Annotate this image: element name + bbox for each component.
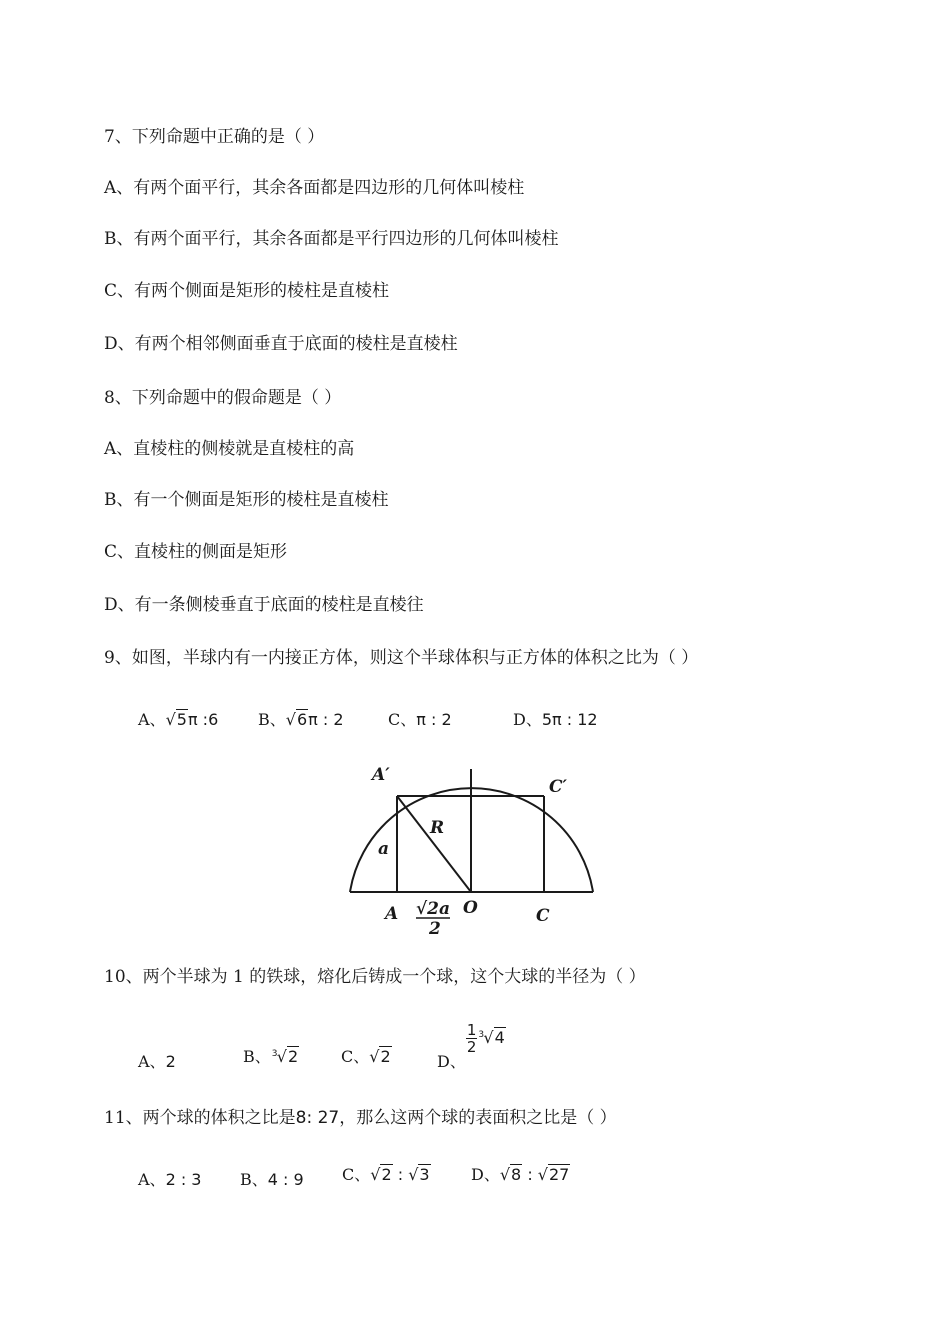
label-a-side: a [378, 839, 390, 859]
q9-option-b-radicand: 6 [296, 710, 308, 729]
label-a: A [385, 904, 399, 924]
q11-option-d-radicand-1: 8 [511, 1165, 522, 1184]
q10-option-b [243, 1047, 299, 1067]
label-o: O [463, 898, 478, 918]
q11-option-a-label: A、 [138, 1170, 166, 1189]
q11-option-d: D、√8 : √27 [471, 1165, 570, 1184]
q11-stem-pre: 11、两个球的体积之比是 [104, 1108, 296, 1128]
q7-stem: 7、下列命题中正确的是（ ） [104, 127, 325, 147]
q10-option-b-index: 3 [271, 1049, 278, 1059]
label-a-prime: A′ [372, 765, 390, 785]
q10-option-d-denominator: 2 [466, 1038, 477, 1056]
label-frac-denominator: 2 [429, 919, 441, 939]
label-c-prime: C′ [549, 777, 568, 797]
sqrt-symbol: √2 [369, 1047, 391, 1066]
q10-option-a-value: 2 [165, 1052, 176, 1071]
fraction [466, 1022, 478, 1055]
q8-option-a: A、直棱柱的侧棱就是直棱柱的高 [104, 439, 355, 459]
q10-stem: 10、两个半球为 1 的铁球，熔化后铸成一个球，这个大球的半径为（ ） [104, 967, 646, 987]
sqrt-symbol: √3 [408, 1165, 430, 1184]
q10-option-d-numerator: 1 [466, 1021, 477, 1039]
q11-stem [104, 1107, 617, 1129]
q7-option-c: C、有两个侧面是矩形的棱柱是直棱柱 [104, 281, 390, 301]
q9-option-c-rest: π : 2 [416, 710, 452, 729]
q8-stem: 8、下列命题中的假命题是（ ） [104, 388, 342, 408]
q7-option-b: B、有两个面平行，其余各面都是平行四边形的几何体叫棱柱 [104, 229, 559, 249]
q10-option-d-index: 3 [478, 1030, 485, 1040]
q10-option-d-radicand: 4 [494, 1028, 505, 1047]
sqrt-symbol: √8 [499, 1165, 522, 1184]
q7-option-a: A、有两个面平行，其余各面都是四边形的几何体叫棱柱 [104, 178, 525, 198]
q9-option-d-label: D、 [513, 710, 542, 729]
q8-option-b: B、有一个侧面是矩形的棱柱是直棱柱 [104, 490, 389, 510]
q9-option-c [388, 710, 452, 730]
q9-option-b-label: B、 [258, 710, 286, 729]
q9-option-d-rest: 5π : 12 [541, 710, 598, 729]
q10-option-c-radicand: 2 [380, 1047, 391, 1066]
q11-option-d-label: D、 [471, 1165, 500, 1184]
label-r: R [430, 818, 445, 838]
q10-option-a-label: A、 [138, 1052, 166, 1071]
q11-option-a [138, 1170, 201, 1190]
q11-option-a-value: 2 : 3 [165, 1170, 202, 1189]
q8-option-c: C、直棱柱的侧面是矩形 [104, 542, 288, 562]
q9-option-a-radicand: 5 [176, 710, 187, 729]
cube-root-symbol: 3 √4 [483, 1028, 505, 1048]
q9-option-c-label: C、 [388, 710, 417, 729]
q11-option-c: C、√2 : √3 [342, 1165, 430, 1184]
radius-r [397, 796, 471, 892]
q11-ratio: 8: 27 [295, 1108, 340, 1128]
sqrt-symbol: √27 [537, 1165, 570, 1184]
sqrt-symbol: √6 [285, 710, 308, 729]
q11-option-b [240, 1170, 304, 1190]
q11-option-b-value: 4 : 9 [267, 1170, 304, 1189]
q11-option-c-label: C、 [342, 1165, 371, 1184]
q11-option-c-radicand-2: 3 [419, 1165, 430, 1184]
q9-option-d [513, 710, 598, 730]
q9-stem: 9、如图，半球内有一内接正方体，则这个半球体积与正方体的体积之比为（ ） [104, 648, 699, 668]
q9-option-a-label: A、 [138, 710, 166, 729]
q10-option-a [138, 1052, 176, 1072]
sqrt-symbol: √5 [165, 710, 187, 729]
q10-option-c-label: C、 [341, 1047, 370, 1066]
q8-option-d: D、有一条侧棱垂直于底面的棱柱是直棱往 [104, 595, 424, 615]
q11-stem-post: ，那么这两个球的表面积之比是（ ） [339, 1108, 617, 1128]
q10-option-c [341, 1047, 392, 1067]
q11-option-c-radicand-1: 2 [381, 1165, 392, 1184]
q10-option-b-radicand: 2 [287, 1047, 299, 1066]
q9-option-b [258, 710, 344, 730]
sqrt-symbol: √2 [370, 1165, 392, 1184]
q10-option-d-label: D、 [437, 1052, 466, 1071]
label-c: C [536, 906, 550, 926]
q7-option-d: D、有两个相邻侧面垂直于底面的棱柱是直棱柱 [104, 334, 458, 354]
q10-option-d [437, 1021, 506, 1071]
q11-option-d-radicand-2: 27 [549, 1165, 570, 1184]
q11-option-b-label: B、 [240, 1170, 268, 1189]
q9-option-a-rest: π :6 [187, 710, 219, 729]
q10-option-b-label: B、 [243, 1047, 271, 1066]
q9-option-b-rest: π : 2 [308, 710, 344, 729]
cube-root-symbol: 3 √2 [277, 1047, 299, 1067]
hemisphere-cube-figure [340, 758, 600, 940]
q9-option-a [138, 710, 218, 730]
label-frac-numerator: √2a [416, 899, 451, 919]
